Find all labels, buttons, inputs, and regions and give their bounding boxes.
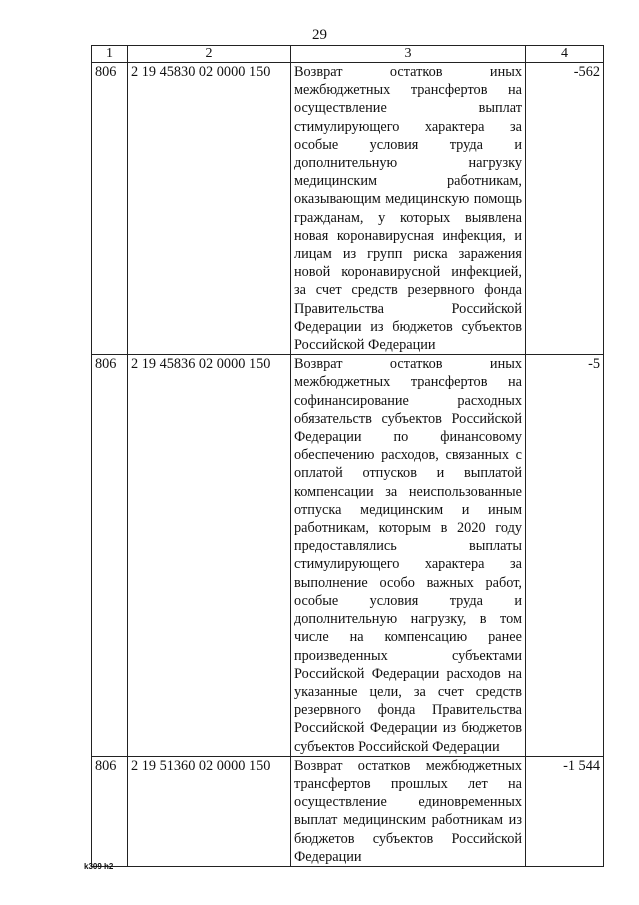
budget-table — [91, 45, 604, 867]
table-header-row — [92, 46, 604, 63]
amount-cell: -1 544 — [526, 756, 604, 866]
amount-cell: -5 — [526, 355, 604, 756]
table-row — [92, 355, 604, 756]
column-header-3: 3 — [291, 46, 526, 63]
amount-cell: -562 — [526, 63, 604, 355]
page-number: 29 — [312, 27, 327, 43]
table-row — [92, 756, 604, 866]
description-cell: Возврат остатков иных межбюджетных трансфертов на софинансирование расходных обязательств субъектов Российской Федерации по финансовому обеспечению расходов, связанных с оплатой отпусков и выплатой компенсации за неиспользованные отпуска медицинским и иным работникам, которым в 2020 году предоставлялись выплаты стимулирующего характера за выполнение особо важных работ, особые условия труда и дополнительную нагрузку, в том числе на компенсацию ранее произведенных субъектами Российской Федерации расходов на указанные цели, за счет средств резервного фонда Правительства Российской Федерации из бюджетов субъектов Российской Федерации — [291, 355, 526, 756]
column-header-4: 4 — [526, 46, 604, 63]
admin-code-cell: 806 — [92, 63, 128, 355]
table-row — [92, 63, 604, 355]
budget-code-cell: 2 19 45830 02 0000 150 — [128, 63, 291, 355]
footer-document-code: k309 h2 — [84, 862, 114, 871]
admin-code-cell: 806 — [92, 355, 128, 756]
column-header-2: 2 — [128, 46, 291, 63]
budget-code-cell: 2 19 51360 02 0000 150 — [128, 756, 291, 866]
description-cell: Возврат остатков иных межбюджетных трансфертов на осуществление выплат стимулирующего характера за особые условия труда и дополнительную нагрузку медицинским работникам, оказывающим медицинскую помощь гражданам, у которых выявлена новая коронавирусная инфекция, и лицам из групп риска заражения новой коронавирусной инфекцией, за счет средств резервного фонда Правительства Российской Федерации из бюджетов субъектов Российской Федерации — [291, 63, 526, 355]
admin-code-cell: 806 — [92, 756, 128, 866]
budget-code-cell: 2 19 45836 02 0000 150 — [128, 355, 291, 756]
column-header-1: 1 — [92, 46, 128, 63]
description-cell: Возврат остатков межбюджетных трансфертов прошлых лет на осуществление единовременных выплат медицинским работникам из бюджетов субъектов Российской Федерации — [291, 756, 526, 866]
